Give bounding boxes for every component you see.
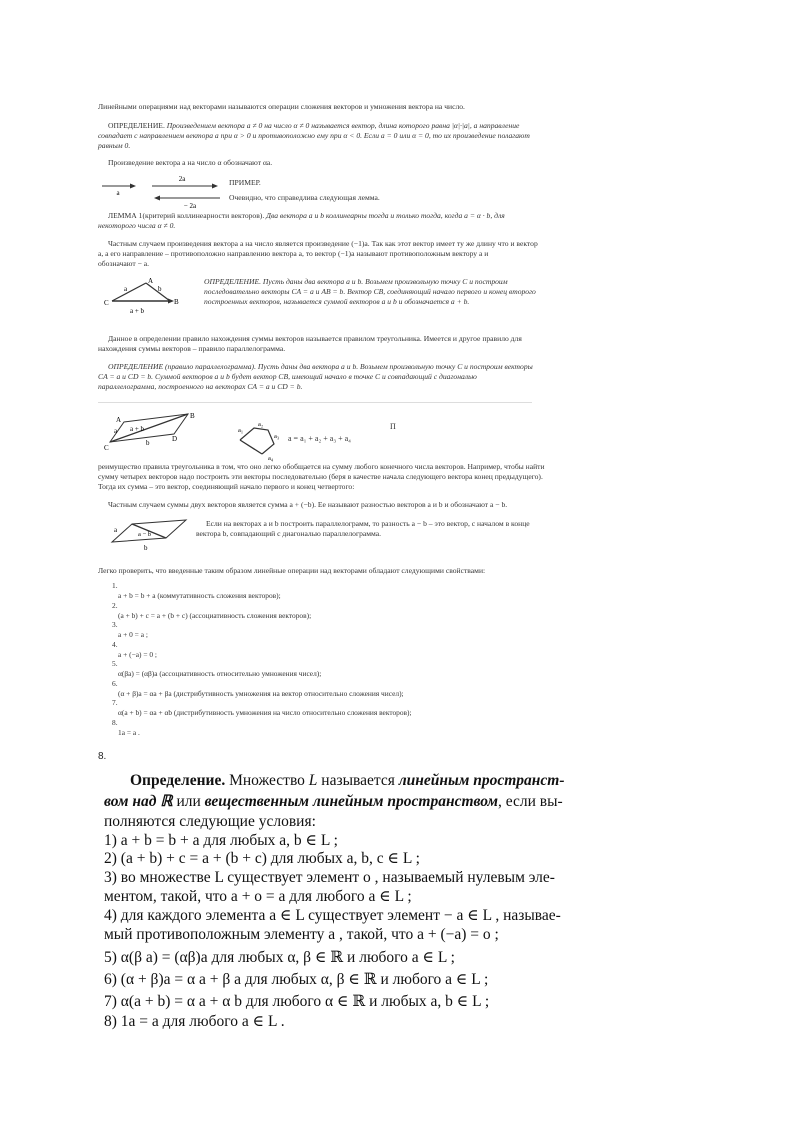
condition-item: 6) (α + β)a = α a + β a для любых α, β ∈ ℝ и любого a ∈ L ; <box>104 971 489 988</box>
condition-item: 3) во множестве L существует элемент o , называемый нулевым эле- <box>104 869 555 886</box>
example-label: ПРИМЕР. <box>229 178 261 187</box>
vector-sum <box>240 440 262 454</box>
definition-1-text-3: равным 0. <box>98 141 131 150</box>
special-case-2: a, а его направление – противоположно направлению вектора a, то вектор (−1)a называют противоположным вектору a и <box>98 249 489 258</box>
section-number: 8. <box>98 751 107 762</box>
lemma-line1 <box>108 211 505 221</box>
product-notation: Произведение вектора a на число α обозначают αa. <box>108 158 273 167</box>
property-number: 2. <box>112 600 118 610</box>
definition-3-text: ОПРЕДЕЛЕНИЕ (правило параллелограмма). Пусть даны два вектора a и b. Возьмем произвольную точку C и построим векторы <box>108 362 533 371</box>
definition-2-line1 <box>204 277 508 287</box>
lemma-text: Два вектора a и b коллинеарны тогда и только тогда, когда a = α · b, для <box>266 211 505 220</box>
point-D: D <box>172 435 178 443</box>
label-a-minus-b: a − b <box>138 531 152 538</box>
drop-cap-p: П <box>390 422 396 431</box>
definition-3-text-3: параллелограмма, построенного на векторах CA = a и CD = b. <box>98 382 303 391</box>
label-a3: a₃ <box>274 433 280 440</box>
condition-item: 8) 1a = a для любого a ∈ L . <box>104 1013 285 1030</box>
special-case-1: Частным случаем произведения вектора a на число является произведение (−1)a. Так как этот вектор имеет ту же длину что и вектор <box>108 239 538 248</box>
property-item: a + (−a) = 0 ; <box>118 649 157 659</box>
figure-parallelogram-rule <box>104 408 204 460</box>
definition-1-line1 <box>108 121 519 131</box>
term-real-linear-space: вещественным линейным пространством <box>204 793 498 810</box>
label-a4: a₄ <box>268 455 274 462</box>
polygon-rule-3: Тогда их сумма – это вектор, соединяющий начало первого и конец четвертого: <box>98 482 355 491</box>
polygon-rule-2: сумму четырех векторов надо построить эти векторы последовательно (беря в качестве начала следующего вектора конец предыдущего). <box>98 472 543 481</box>
label-a: a <box>114 427 118 435</box>
property-item: α(βa) = (αβ)a (ассоциативность относительно умножения чисел); <box>118 669 322 678</box>
property-item: (a + b) + c = a + (b + c) (ассоциативность сложения векторов); <box>118 610 312 620</box>
point-A: A <box>148 277 154 285</box>
label-b: b <box>158 285 162 293</box>
point-B: B <box>190 412 195 420</box>
label-a-plus-b: a + b <box>130 425 145 433</box>
definition-title: Определение. <box>130 772 226 789</box>
condition-item: ментом, такой, что a + o = a для любого a ∈ L ; <box>104 888 412 905</box>
vector-ca <box>112 283 146 301</box>
lemma-line2 <box>98 221 175 231</box>
property-number: 5. <box>112 659 118 668</box>
text: или <box>172 793 205 810</box>
label-2a: 2a <box>178 175 186 183</box>
label-a: a <box>124 285 128 293</box>
definition-1-line2 <box>98 131 530 141</box>
point-B: B <box>174 298 179 306</box>
arrow-head-icon <box>212 184 218 189</box>
text: , если вы- <box>498 793 563 810</box>
condition-item: мый противоположным элементу a , такой, что a + (−a) = o ; <box>104 926 499 943</box>
property-number: 4. <box>112 639 118 649</box>
property-number: 8. <box>112 717 118 727</box>
arrow-head-icon <box>154 196 160 201</box>
intro-text: Линейными операциями над векторами называются операции сложения векторов и умножения вектора на число. <box>98 102 465 111</box>
label-minus-2a: − 2a <box>183 202 197 210</box>
difference-line1: Если на векторах a и b построить параллелограмм, то разность a − b – это вектор, с началом в конце <box>206 519 530 528</box>
definition-3-line3 <box>98 382 302 392</box>
polygon-sum-formula: a = a₁ + a₂ + a₃ + a₄ <box>288 434 351 443</box>
lemma-text-2: некоторого числа α ≠ 0. <box>98 221 176 230</box>
property-number: 1. <box>112 581 118 590</box>
point-C: C <box>104 444 109 452</box>
definition-1-text-2: совпадает с направлением вектора a при α > 0 и противоположно ему при α < 0. Если a = 0 или α = 0, то их произведение полагают <box>98 131 530 140</box>
definition-heading-line3: полняются следующие условия: <box>104 813 316 830</box>
figure-difference <box>108 516 198 558</box>
property-item: 1a = a . <box>118 727 140 737</box>
definition-1-line3 <box>98 141 130 151</box>
definition-2-text-3: построенных векторов, называется суммой векторов a и b и обозначается a + b. <box>204 297 470 306</box>
property-item: a + 0 = a ; <box>118 630 148 639</box>
property-item: α(a + b) = αa + αb (дистрибутивность умножения на число относительно сложения векторов); <box>118 708 412 717</box>
triangle-rule-2: нахождения суммы векторов – правило параллелограмма. <box>98 344 286 353</box>
definition-3-line2 <box>98 372 477 382</box>
triangle-rule-1: Данное в определении правило нахождения суммы векторов называется правилом треугольника. Имеется и другое правило для <box>108 334 522 343</box>
condition-item: 2) (a + b) + c = a + (b + c) для любых a, b, c ∈ L ; <box>104 850 420 867</box>
arrow-head-icon <box>130 184 136 189</box>
difference-definition: Частным случаем суммы двух векторов является сумма a + (−b). Ее называют разностью векторов a и b и обозначают a − b. <box>108 500 508 509</box>
condition-item: 5) α(β a) = (αβ)a для любых α, β ∈ ℝ и любого a ∈ L ; <box>104 949 455 966</box>
label-b: b <box>146 439 150 447</box>
definition-label: ОПРЕДЕЛЕНИЕ. <box>108 121 165 130</box>
section-divider <box>98 402 532 403</box>
label-a: a <box>116 189 120 197</box>
text: Множество <box>225 772 309 789</box>
special-case-3: обозначают − a. <box>98 259 150 268</box>
definition-2-line2 <box>204 287 536 297</box>
difference-line2: вектора b, совпадающий с диагональю параллелограмма. <box>196 529 382 538</box>
property-number: 7. <box>112 698 118 707</box>
label-a-plus-b: a + b <box>130 307 145 315</box>
lemma-label: ЛЕММА 1(критерий коллинеарности векторов). <box>108 211 265 220</box>
definition-heading-line2 <box>104 792 563 811</box>
definition-3-line1 <box>108 362 533 372</box>
property-number: 6. <box>112 678 118 688</box>
lemma-intro: Очевидно, что справедлива следующая лемма. <box>229 193 380 202</box>
property-item: (α + β)a = αa + βa (дистрибутивность умножения на вектор относительно сложения чисел); <box>118 688 404 698</box>
definition-2-text-2: последовательно векторы CA = a и AB = b. Вектор CB, соединяющий начало первого и конец второго <box>204 287 536 296</box>
definition-3-text-2: CA = a и CD = b. Суммой векторов a и b будет вектор CB, имеющий начало в точке C и совпадающий с диагональю <box>98 372 477 381</box>
polygon-rule-1: реимущество правила треугольника в том, что оно легко обобщается на сумму любого конечного числа векторов. Например, чтобы найти <box>98 462 545 471</box>
definition-heading-line1 <box>130 771 565 790</box>
definition-2-text: ОПРЕДЕЛЕНИЕ. Пусть даны два вектора a и b. Возьмем произвольную точку C и построим <box>204 277 508 286</box>
term-linear-space: линейным пространст- <box>398 772 565 789</box>
symbol-L: L <box>308 772 318 789</box>
condition-item: 1) a + b = b + a для любых a, b ∈ L ; <box>104 832 338 849</box>
definition-2-line3 <box>204 297 469 307</box>
label-a: a <box>114 526 118 534</box>
text: называется <box>317 772 399 789</box>
figure-scalar-multiple <box>100 172 240 212</box>
definition-1-text: Произведением вектора a ≠ 0 на число α ≠ 0 называется вектор, длина которого равна |α|·|a|, а направление <box>166 121 520 130</box>
condition-item: 7) α(a + b) = α a + α b для любого α ∈ ℝ и любых a, b ∈ L ; <box>104 993 490 1010</box>
term-over-R: вом над ℝ <box>104 793 173 810</box>
property-number: 3. <box>112 620 118 629</box>
figure-triangle-rule <box>104 277 184 317</box>
point-C: C <box>104 299 109 307</box>
condition-item: 4) для каждого элемента a ∈ L существует элемент − a ∈ L , называе- <box>104 907 561 924</box>
label-a2: a₂ <box>258 421 264 428</box>
label-b: b <box>144 544 148 552</box>
property-item: a + b = b + a (коммутативность сложения векторов); <box>118 591 281 600</box>
point-A: A <box>116 416 122 424</box>
properties-intro: Легко проверить, что введенные таким образом линейные операции над векторами обладают следующими свойствами: <box>98 566 486 575</box>
label-a1: a₁ <box>238 427 244 434</box>
